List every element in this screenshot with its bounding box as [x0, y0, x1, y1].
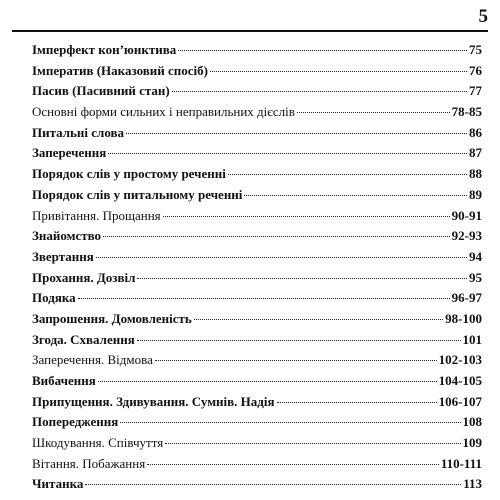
- toc-entry-title: Питальні слова: [32, 124, 125, 140]
- dot-leader: [96, 257, 467, 258]
- dot-leader: [228, 174, 467, 175]
- dot-leader: [85, 484, 461, 485]
- toc-entry-title: Читанка: [32, 476, 84, 492]
- toc-entry-title: Імперфект кон’юнктива: [32, 42, 177, 57]
- dot-leader: [98, 381, 437, 382]
- toc-entry: [32, 81, 482, 102]
- toc-entry: [32, 226, 482, 247]
- dot-leader: [147, 464, 439, 465]
- toc-entry-title: Вітання. Побажання: [32, 455, 146, 471]
- toc-entry-title: Шкодування. Співчуття: [32, 435, 164, 451]
- dot-leader: [103, 236, 450, 237]
- dot-leader: [277, 402, 437, 403]
- toc-entry-page: 75: [469, 42, 482, 57]
- dot-leader: [244, 195, 467, 196]
- toc-entry-title: Імператив (Наказовий спосіб): [32, 62, 208, 78]
- toc-entry: [32, 123, 482, 144]
- toc-entry: [32, 164, 482, 185]
- toc-entry: [32, 433, 482, 454]
- toc-entry-title: Прохання. Дозвіл: [32, 269, 136, 285]
- dot-leader: [210, 71, 467, 72]
- toc-entry-page: 77: [469, 83, 482, 99]
- toc-entry-page: 89: [469, 186, 482, 202]
- toc-entry-page: 110-111: [440, 455, 482, 471]
- toc-entry: [32, 371, 482, 392]
- toc-entry-page: 88: [469, 166, 482, 182]
- toc-entry: [32, 40, 482, 61]
- dot-leader: [297, 112, 450, 113]
- dot-leader: [120, 422, 460, 423]
- toc-entry-page: 76: [469, 62, 482, 78]
- toc-entry-title: Заперечення. Відмова: [32, 352, 153, 368]
- toc-entry: [32, 412, 482, 433]
- dot-leader: [126, 133, 467, 134]
- header-rule: [12, 30, 488, 32]
- toc-entry: [32, 143, 482, 164]
- dot-leader: [194, 319, 443, 320]
- toc-entry-title: Звертання: [32, 248, 94, 264]
- toc-entry-page: 94: [469, 248, 482, 264]
- toc-entry-page: 109: [462, 435, 482, 451]
- toc-entry: [32, 102, 482, 123]
- toc-entry-title: Попередження: [32, 414, 119, 430]
- dot-leader: [137, 340, 461, 341]
- toc-entry-title: Знайомство: [32, 228, 102, 244]
- toc-entry-page: 106-107: [438, 393, 482, 409]
- toc-entry-page: 86: [469, 124, 482, 140]
- toc-entry-page: 90-91: [451, 207, 482, 223]
- toc-entry-title: Пасив (Пасивний стан): [32, 83, 170, 99]
- toc-entry: [32, 288, 482, 309]
- table-of-contents: [32, 40, 482, 495]
- toc-entry: [32, 392, 482, 413]
- toc-entry-page: 101: [462, 331, 482, 347]
- toc-entry: [32, 268, 482, 289]
- toc-entry-page: 102-103: [438, 352, 482, 368]
- toc-entry-title: Заперечення: [32, 145, 107, 161]
- toc-entry: [32, 61, 482, 82]
- dot-leader: [108, 153, 467, 154]
- toc-entry-title: Припущення. Здивування. Сумнів. Надія: [32, 393, 275, 409]
- toc-entry-title: Основні форми сильних і неправильних дієслів: [32, 104, 295, 120]
- toc-entry: [32, 206, 482, 227]
- toc-entry-title: Вибачення: [32, 373, 96, 388]
- toc-entry: [32, 247, 482, 268]
- dot-leader: [165, 443, 460, 444]
- toc-entry-title: Запрошення. Домовленість: [32, 310, 192, 326]
- toc-entry-page: 95: [469, 269, 482, 285]
- toc-entry-page: 96-97: [451, 290, 482, 306]
- toc-entry: [32, 185, 482, 206]
- dot-leader: [137, 278, 467, 279]
- dot-leader: [155, 360, 437, 361]
- toc-entry-title: Привітання. Прощання: [32, 207, 161, 223]
- toc-entry: [32, 350, 482, 371]
- toc-entry-page: 87: [469, 145, 482, 161]
- toc-entry-page: 113: [463, 476, 482, 492]
- toc-entry: [32, 474, 482, 495]
- dot-leader: [163, 216, 450, 217]
- toc-entry-title: Порядок слів у питальному реченні: [32, 186, 243, 202]
- toc-entry-page: 104-105: [438, 373, 482, 388]
- toc-entry: [32, 309, 482, 330]
- dot-leader: [78, 298, 450, 299]
- toc-entry-page: 108: [462, 414, 482, 430]
- dot-leader: [178, 50, 467, 51]
- toc-entry-page: 78-85: [451, 104, 482, 120]
- toc-entry: [32, 454, 482, 475]
- dot-leader: [172, 91, 467, 92]
- toc-entry-title: Порядок слів у простому реченні: [32, 166, 226, 182]
- page-number: 5: [478, 6, 488, 27]
- toc-entry: [32, 330, 482, 351]
- toc-entry-title: Згода. Схвалення: [32, 331, 135, 347]
- toc-entry-page: 92-93: [451, 228, 482, 244]
- toc-entry-title: Подяка: [32, 290, 76, 306]
- toc-entry-page: 98-100: [445, 310, 482, 326]
